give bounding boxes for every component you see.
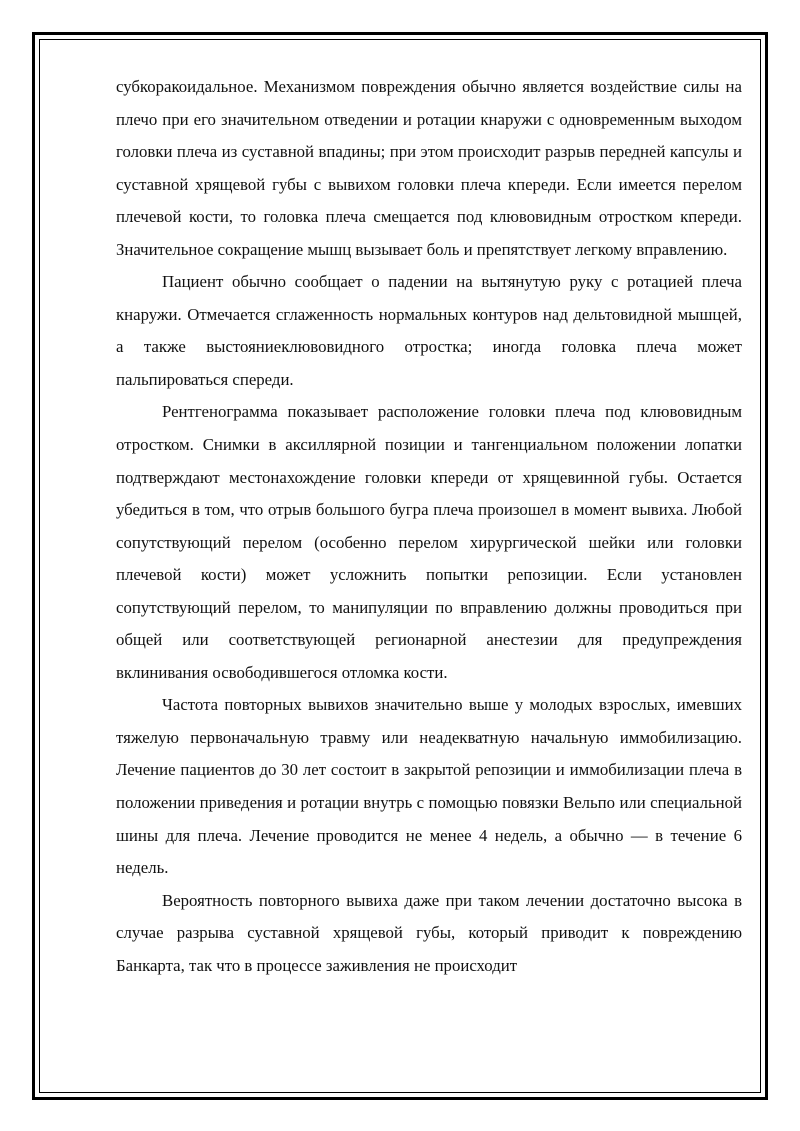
paragraph-recurrence-treatment: Частота повторных вывихов значительно выше у молодых взрослых, имевших тяжелую первоначальную травму или неадекватную начальную иммобилизацию. Лечение пациентов до 30 лет состоит в закрытой репозиции и иммобилизации плеча в положении приведения и ротации внутрь с помощью повязки Вельпо или специальной шины для плеча. Лечение проводится не менее 4 недель, а обычно — в течение 6 недель. xyxy=(116,695,742,878)
document-body xyxy=(116,71,742,1051)
paragraph-bankart-lesion: Вероятность повторного вывиха даже при таком лечении достаточно высока в случае разрыва суставной хрящевой губы, который приводит к повреждению Банкарта, так что в процессе заживления не происходит xyxy=(116,890,742,975)
paragraph-patient-history: Пациент обычно сообщает о падении на вытянутую руку с ротацией плеча кнаружи. Отмечается сглаженность нормальных контуров над дельтовидной мышцей, а также выстояниеклювовидного отростка; иногда головка плеча может пальпироваться спереди. xyxy=(116,272,742,389)
paragraph-continuation: субкоракоидальное. Механизмом повреждения обычно является воздействие силы на плечо при его значительном отведении и ротации кнаружи с одновременным выходом головки плеча из суставной впадины; при этом происходит разрыв передней капсулы и суставной хрящевой губы с вывихом головки плеча кпереди. Если имеется перелом плечевой кости, то головка плеча смещается под клювовидным отростком кпереди. Значительное сокращение мышц вызывает боль и препятствует легкому вправлению. xyxy=(116,77,742,259)
paragraph-radiography: Рентгенограмма показывает расположение головки плеча под клювовидным отростком. Снимки в аксиллярной позиции и тангенциальном положении лопатки подтверждают местонахождение головки кпереди от хрящевинной губы. Остается убедиться в том, что отрыв большого бугра плеча произошел в момент вывиха. Любой сопутствующий перелом (особенно перелом хирургической шейки или головки плечевой кости) может усложнить попытки репозиции. Если установлен сопутствующий перелом, то манипуляции по вправлению должны проводиться при общей или соответствующей регионарной анестезии для предупреждения вклинивания освободившегося отломка кости. xyxy=(116,402,742,682)
